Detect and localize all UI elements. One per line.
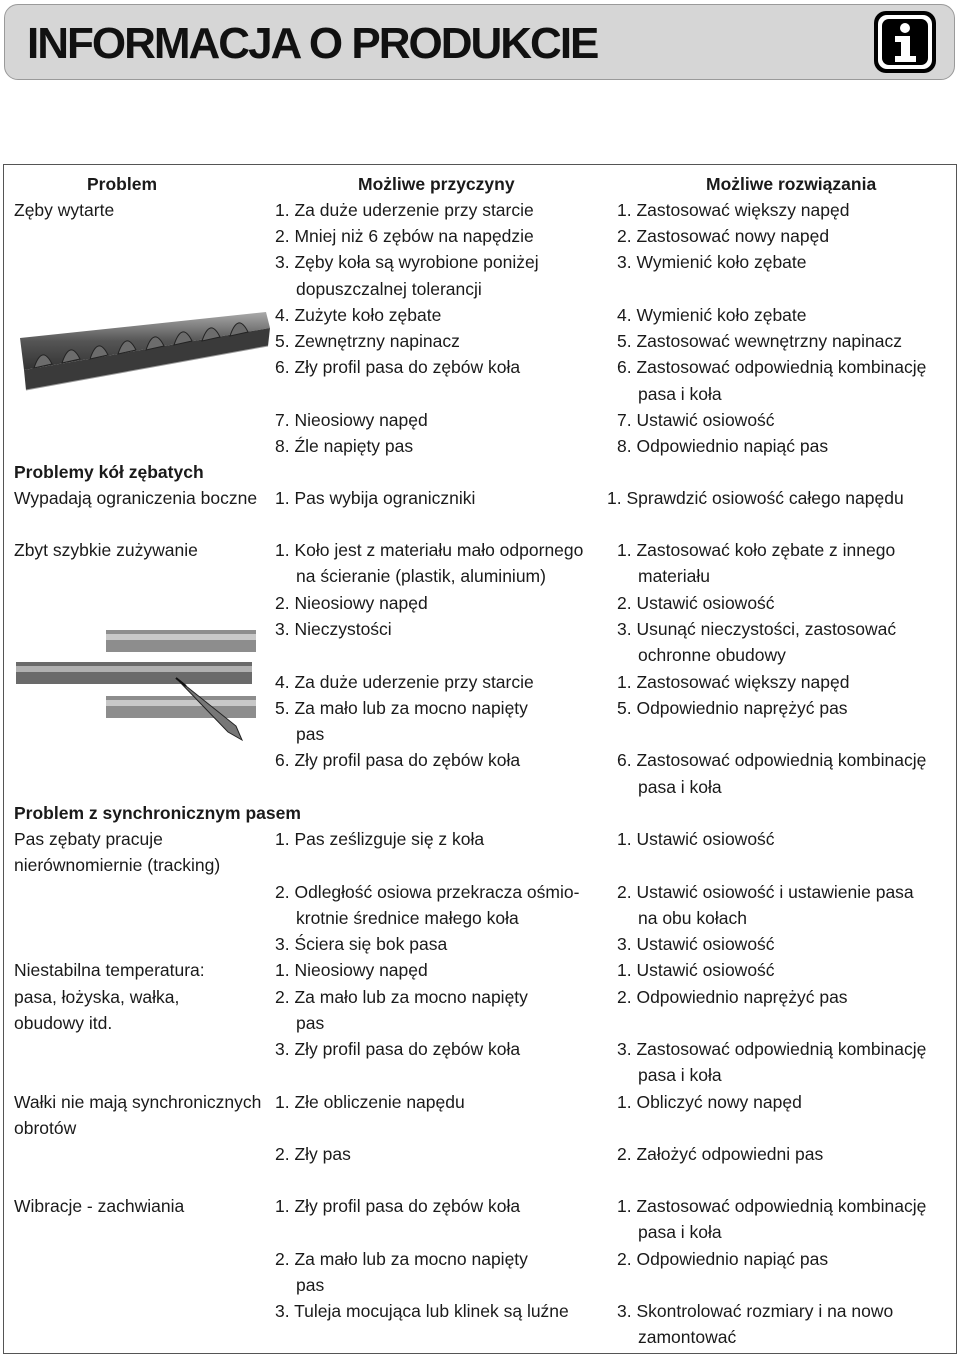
problem-cell: Niestabilna temperatura: [14, 960, 205, 980]
worn-belt-side-illustration [16, 630, 256, 742]
cause-cell: 2. Za mało lub za mocno napięty [275, 987, 528, 1007]
solution-cell: pasa i koła [638, 384, 722, 404]
solution-cell: 1. Ustawić osiowość [617, 829, 775, 849]
cause-cell: 1. Koło jest z materiału mało odpornego [275, 540, 584, 560]
cause-cell: 3. Tuleja mocująca lub klinek są luźne [275, 1301, 569, 1321]
solution-cell: 3. Zastosować odpowiednią kombinację [617, 1039, 927, 1059]
solution-cell: 1. Sprawdzić osiowość całego napędu [607, 488, 904, 508]
solution-cell: 1. Obliczyć nowy napęd [617, 1092, 802, 1112]
solution-cell: 2. Ustawić osiowość i ustawienie pasa [617, 882, 914, 902]
cause-cell: 4. Zużyte koło zębate [275, 305, 442, 325]
solution-cell: 6. Zastosować odpowiednią kombinację [617, 357, 927, 377]
cause-cell: 1. Zły profil pasa do zębów koła [275, 1196, 521, 1216]
problem-cell: Zęby wytarte [14, 200, 115, 220]
solution-cell: 1. Zastosować większy napęd [617, 672, 850, 692]
solution-cell: 5. Odpowiednio naprężyć pas [617, 698, 848, 718]
solution-cell: 1. Zastosować większy napęd [617, 200, 850, 220]
cause-cell: 6. Zły profil pasa do zębów koła [275, 750, 521, 770]
cause-cell: 2. Nieosiowy napęd [275, 593, 428, 613]
section-heading: Problemy kół zębatych [14, 462, 204, 482]
cause-cell: pas [296, 724, 325, 744]
solution-cell: 1. Zastosować koło zębate z innego [617, 540, 896, 560]
problem-cell: nierównomiernie (tracking) [14, 855, 221, 875]
cause-cell: 3. Zły profil pasa do zębów koła [275, 1039, 521, 1059]
solution-cell: 2. Założyć odpowiedni pas [617, 1144, 824, 1164]
cause-cell: 1. Za duże uderzenie przy starcie [275, 200, 534, 220]
section-heading: Problem z synchronicznym pasem [14, 803, 301, 823]
problem-cell: pasa, łożyska, wałka, [14, 987, 180, 1007]
solution-cell: 1. Zastosować odpowiednią kombinację [617, 1196, 927, 1216]
cause-cell: krotnie średnice małego koła [296, 908, 519, 928]
problem-cell: Wypadają ograniczenia boczne [14, 488, 258, 508]
solution-cell: 4. Wymienić koło zębate [617, 305, 807, 325]
cause-cell: 1. Pas wybija ograniczniki [275, 488, 476, 508]
solution-cell: 7. Ustawić osiowość [617, 410, 775, 430]
header-banner [4, 4, 955, 80]
cause-cell: pas [296, 1013, 325, 1033]
cause-cell: 3. Zęby koła są wyrobione poniżej [275, 252, 539, 272]
solution-cell: 3. Ustawić osiowość [617, 934, 775, 954]
cause-cell: 2. Za mało lub za mocno napięty [275, 1249, 528, 1269]
cause-cell: 3. Nieczystości [275, 619, 392, 639]
page-title: INFORMACJA O PRODUKCIE [27, 19, 598, 68]
solution-cell: 2. Zastosować nowy napęd [617, 226, 830, 246]
col-header-problem: Problem [87, 174, 158, 194]
col-header-solutions: Możliwe rozwiązania [706, 174, 877, 194]
solution-cell: zamontować [638, 1327, 737, 1347]
problem-cell: Pas zębaty pracuje [14, 829, 163, 849]
solution-cell: 2. Ustawić osiowość [617, 593, 775, 613]
cause-cell: 2. Mniej niż 6 zębów na napędzie [275, 226, 534, 246]
solution-cell: 6. Zastosować odpowiednią kombinację [617, 750, 927, 770]
cause-cell: 1. Pas ześlizguje się z koła [275, 829, 485, 849]
solution-cell: 5. Zastosować wewnętrzny napinacz [617, 331, 902, 351]
cause-cell: 3. Ściera się bok pasa [275, 934, 448, 954]
problem-cell: obudowy itd. [14, 1013, 113, 1033]
solution-cell: 3. Usunąć nieczystości, zastosować [617, 619, 897, 639]
cause-cell: 8. Źle napięty pas [275, 436, 414, 456]
col-header-causes: Możliwe przyczyny [358, 174, 515, 194]
solution-cell: 8. Odpowiednio napiąć pas [617, 436, 829, 456]
cause-cell: na ścieranie (plastik, aluminium) [296, 566, 546, 586]
solution-cell: pasa i koła [638, 1222, 722, 1242]
solution-cell: 2. Odpowiednio naprężyć pas [617, 987, 848, 1007]
solution-cell: 2. Odpowiednio napiąć pas [617, 1249, 829, 1269]
worn-teeth-belt-illustration [16, 306, 274, 394]
problem-cell: Wałki nie mają synchronicznych [14, 1092, 262, 1112]
solution-cell: 1. Ustawić osiowość [617, 960, 775, 980]
cause-cell: 4. Za duże uderzenie przy starcie [275, 672, 534, 692]
cause-cell: 5. Zewnętrzny napinacz [275, 331, 460, 351]
solution-cell: 3. Skontrolować rozmiary i na nowo [617, 1301, 894, 1321]
problem-cell: Zbyt szybkie zużywanie [14, 540, 198, 560]
cause-cell: 6. Zły profil pasa do zębów koła [275, 357, 521, 377]
solution-cell: pasa i koła [638, 777, 722, 797]
cause-cell: 2. Zły pas [275, 1144, 351, 1164]
info-icon [872, 9, 938, 75]
solution-cell: na obu kołach [638, 908, 747, 928]
cause-cell: 1. Złe obliczenie napędu [275, 1092, 465, 1112]
solution-cell: ochronne obudowy [638, 645, 786, 665]
cause-cell: 1. Nieosiowy napęd [275, 960, 428, 980]
cause-cell: 2. Odległość osiowa przekracza ośmio- [275, 882, 580, 902]
problem-cell: obrotów [14, 1118, 77, 1138]
cause-cell: 5. Za mało lub za mocno napięty [275, 698, 528, 718]
solution-cell: materiału [638, 566, 710, 586]
cause-cell: pas [296, 1275, 325, 1295]
solution-cell: pasa i koła [638, 1065, 722, 1085]
cause-cell: dopuszczalnej tolerancji [296, 279, 482, 299]
cause-cell: 7. Nieosiowy napęd [275, 410, 428, 430]
problem-cell: Wibracje - zachwiania [14, 1196, 185, 1216]
solution-cell: 3. Wymienić koło zębate [617, 252, 807, 272]
